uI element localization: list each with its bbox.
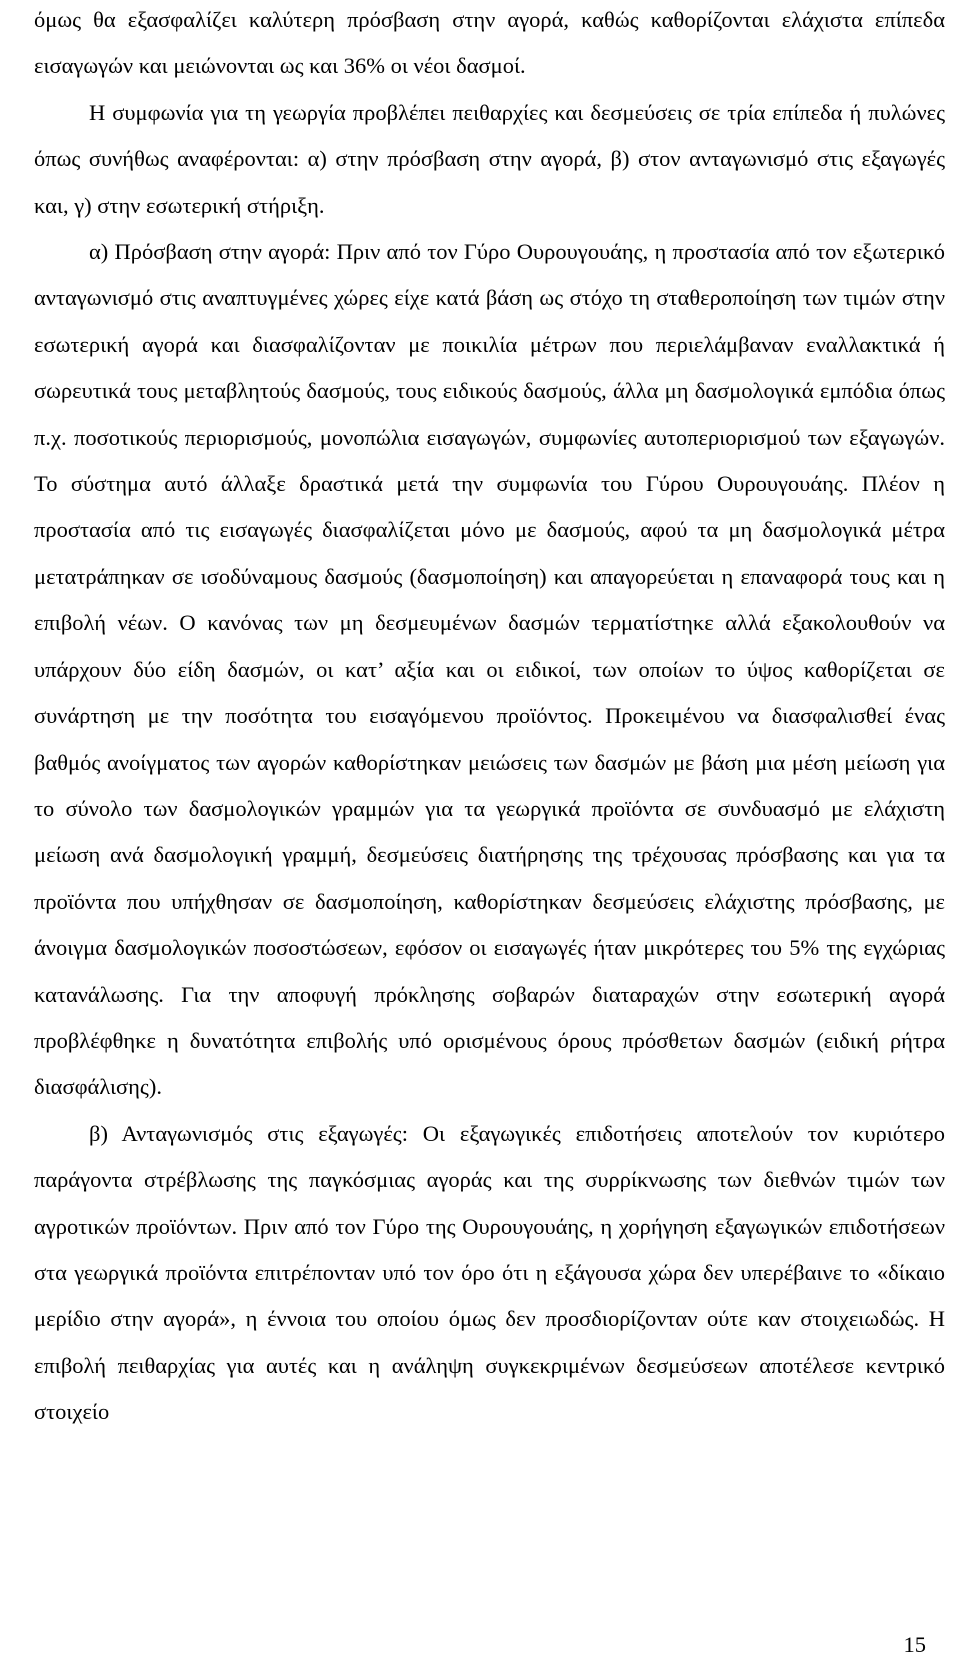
paragraph-continuation: όμως θα εξασφαλίζει καλύτερη πρόσβαση στην αγορά, καθώς καθορίζονται ελάχιστα επίπεδα εισαγωγών και μειώνονται ως και 36% οι νέοι δασμοί. (34, 7, 945, 79)
body-text (34, 0, 945, 1436)
page-number: 15 (903, 1632, 926, 1657)
paragraph-three-pillars: Η συμφωνία για τη γεωργία προβλέπει πειθαρχίες και δεσμεύσεις σε τρία επίπεδα ή πυλώνες όπως συνήθως αναφέρονται: α) στην πρόσβαση στην αγορά, β) στον ανταγωνισμό στις εξαγωγές και, γ) στην εσωτερική στήριξη. (34, 99, 945, 218)
paragraph-market-access: α) Πρόσβαση στην αγορά: Πριν από τον Γύρο Ουρουγουάης, η προστασία από τον εξωτερικό ανταγωνισμό στις αναπτυγμένες χώρες είχε κατά βάση ως στόχο τη σταθεροποίηση των τιμών στην εσωτερική αγορά και διασφαλίζονταν με ποικιλία μέτρων που περιελάμβαναν εναλλακτικά ή σωρευτικά τους μεταβλητούς δασμούς, τους ειδικούς δασμούς, άλλα μη δασμολογικά εμπόδια όπως π.χ. ποσοτικούς περιορισμούς, μονοπώλια εισαγωγών, συμφωνίες αυτοπεριορισμού των εξαγωγών. Το σύστημα αυτό άλλαξε δραστικά μετά την συμφωνία του Γύρου Ουρουγουάης. Πλέον η προστασία από τις εισαγωγές διασφαλίζεται μόνο με δασμούς, αφού τα μη δασμολογικά μέτρα μετατράπηκαν σε ισοδύναμους δασμούς (δασμοποίηση) και απαγορεύεται η επαναφορά τους και η επιβολή νέων. Ο κανόνας των μη δεσμευμένων δασμών τερματίστηκε αλλά εξακολουθούν να υπάρχουν δύο είδη δασμών, οι κατ’ αξία και οι ειδικοί, των οποίων το ύψος καθορίζεται σε συνάρτηση με την ποσότητα του εισαγόμενου προϊόντος. Προκειμένου να διασφαλισθεί ένας βαθμός ανοίγματος των αγορών καθορίστηκαν μειώσεις των δασμών με βάση μια μέση μείωση για το σύνολο των δασμολογικών γραμμών για τα γεωργικά προϊόντα σε συνδυασμό με ελάχιστη μείωση ανά δασμολογική γραμμή, δεσμεύσεις διατήρησης της τρέχουσας πρόσβασης και για τα προϊόντα που υπήχθησαν σε δασμοποίηση, καθορίστηκαν δεσμεύσεις ελάχιστης πρόσβασης, με άνοιγμα δασμολογικών ποσοστώσεων, εφόσον οι εισαγωγές ήταν μικρότερες του 5% της εγχώριας κατανάλωσης. Για την αποφυγή πρόκλησης σοβαρών διαταραχών στην εσωτερική αγορά προβλέφθηκε η δυνατότητα επιβολής υπό ορισμένους όρους πρόσθετων δασμών (ειδική ρήτρα διασφάλισης). (34, 239, 945, 1100)
paragraph-export-competition: β) Ανταγωνισμός στις εξαγωγές: Οι εξαγωγικές επιδοτήσεις αποτελούν τον κυριότερο παράγοντα στρέβλωσης της παγκόσμιας αγοράς και της συρρίκνωσης των διεθνών τιμών των αγροτικών προϊόντων. Πριν από τον Γύρο της Ουρουγουάης, η χορήγηση εξαγωγικών επιδοτήσεων στα γεωργικά προϊόντα επιτρέπονταν υπό τον όρο ότι η εξάγουσα χώρα δεν υπερέβαινε το «δίκαιο μερίδιο στην αγορά», η έννοια του οποίου όμως δεν προσδιορίζονταν ούτε καν στοιχειωδώς. Η επιβολή πειθαρχίας για αυτές και η ανάληψη συγκεκριμένων δεσμεύσεων αποτέλεσε κεντρικό στοιχείο (34, 1120, 945, 1425)
